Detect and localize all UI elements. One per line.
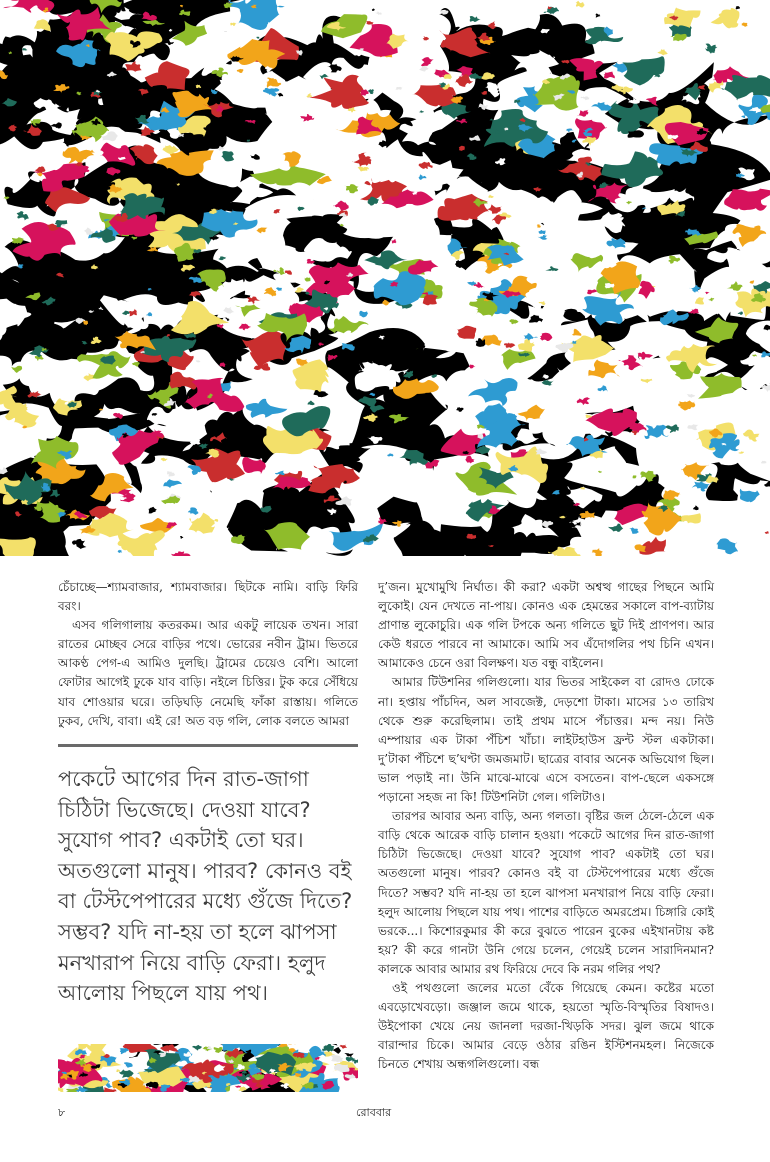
hero-abstract-paint-artwork: [0, 0, 770, 556]
left-text-column: [58, 578, 358, 731]
decorative-paint-strip: [58, 1044, 358, 1092]
pull-quote-rule: [58, 744, 358, 747]
body-paragraph: এসব গলিগালায় কতরকম। আর একটু লায়েক তখন। সারা রাতের মোচ্ছব সেরে বাড়ির পথে। ভোরের নবীন ট্রাম। ভিতরে আকণ্ঠ পেগ-এ আমিও দুলছি। ট্রামের চেয়েও বেশি। আলো ফোটার আগেই ঢুকে যাব বাড়ি। নইলে চিত্তির। টুক করে সেঁধিয়ে যাব শোওয়ার ঘরে। তড়িঘড়ি নেমেছি ফাঁকা রাস্তায়। গলিতে ঢুকব, দেখি, বাবা। এই রে! অত বড় গলি, লোক বলতে আমরা: [58, 618, 358, 728]
pull-quote: পকেটে আগের দিন রাত-জাগা চিঠিটা ভিজেছে। দেওয়া যাবে? সুযোগ পাব? একটাই তো ঘর। অতগুলো মানুষ। পারব? কোনও বই বা টেস্টপেপারের মধ্যে গুঁজে দিতে? সম্ভব? যদি না-হয় তা হলে ঝাপসা মনখারাপ নিয়ে বাড়ি ফেরা। হলুদ আলোয় পিছলে যায় পথ।: [58, 767, 353, 1006]
body-paragraph: চেঁচাচ্ছে—শ্যামবাজার, শ্যামবাজার। ছিটকে নামি। বাড়ি ফিরি বরং।: [58, 580, 358, 614]
page-number: ৮: [58, 1106, 66, 1119]
body-paragraph: আমার টিউশনির গলিগুলো। যার ভিতর সাইকেল বা রোদও ঢোকে না। হপ্তায় পাঁচদিন, অল সাবজেক্ট, দেড়শো টাকা। মাসের ১৩ তারিখ থেকে শুরু করেছিলাম। তাই প্রথম মাসে পঁচাত্তর। মন্দ নয়। নিউ এম্পায়ার এক টাকা পঁচিশ খাঁচা। লাইটহাউস ফ্রন্ট স্টল একটাকা। দু’টাকা পঁচিশে ছ’ঘণ্টা জমজমাট। ছাত্রের বাবার অনেক অভিযোগ ছিল। ভাল পড়াই না। উনি মাঝে-মাঝে এসে বসতেন। বাপ-ছেলে একসঙ্গে পড়ানো সহজ না কি! টিউশনিটা গেল। গলিটাও।: [378, 675, 714, 805]
body-paragraph: তারপর আবার অন্য বাড়ি, অন্য গলতা। বৃষ্টির জল ঠেলে-ঠেলে এক বাড়ি থেকে আরেক বাড়ি চালান হওয়া। পকেটে আগের দিন রাত-জাগা চিঠিটা ভিজেছে। দেওয়া যাবে? সুযোগ পাব? একটাই তো ঘর। অতগুলো মানুষ। পারব? কোনও বই বা টেস্টপেপারের মধ্যে গুঁজে দিতে? সম্ভব? যদি না-হয় তা হলে ঝাপসা মনখারাপ নিয়ে বাড়ি ফেরা। হলুদ আলোয় পিছলে যায় পথ। পাশের বাড়িতে অমরপ্রেম। চিঙ্গারি কোই ভরকে...। কিশোরকুমার কী করে বুঝতে পারেন বুকের এইখানটায় কষ্ট হয়? কী করে গানটা উনি গেয়ে চলেন, গেয়েই চলেন সারাদিনমান? কালকে আবার আমার রথ ফিরিয়ে দেবে কি নরম গলির পথ?: [378, 809, 714, 976]
magazine-name: রোববার: [356, 1106, 392, 1119]
right-text-column: [378, 578, 714, 1074]
body-paragraph: ওই পথগুলো জলের মতো বেঁকে গিয়েছে কেমন। কষ্টের মতো এবড়োখেবড়ো। জঞ্জাল জমে থাকে, হয়তো স্মৃতি-বিস্মৃতির বিষাদও। উইপোকা খেয়ে নেয় জানলা দরজা-খিড়কি সদর। ঝুল জমে থাকে বারান্দার চিকে। আমার বেড়ে ওঠার রঙিন ইস্টিশনমহল। নিজেকে চিনতে শেখায় অন্ধগলিগুলো। বন্ধ: [378, 980, 714, 1072]
body-paragraph: দু’জন। মুখোমুখি নির্ঘাত। কী করা? একটা অশ্বত্থ গাছের পিছনে আমি লুকোই। যেন দেখতে না-পায়। কোনও এক হেমন্তের সকালে বাপ-ব্যাটায় প্রাণান্ত লুকোচুরি। এক গলি টপকে অন্য গলিতে ছুট দিই প্রাণপণ। আর কেউ ধরতে পারবে না আমাকে। আমি সব এঁদোগলির পথ চিনি এখন। আমাকেও চেনে ওরা বিলক্ষণ। যত বন্ধু বাইলেন।: [378, 580, 714, 671]
